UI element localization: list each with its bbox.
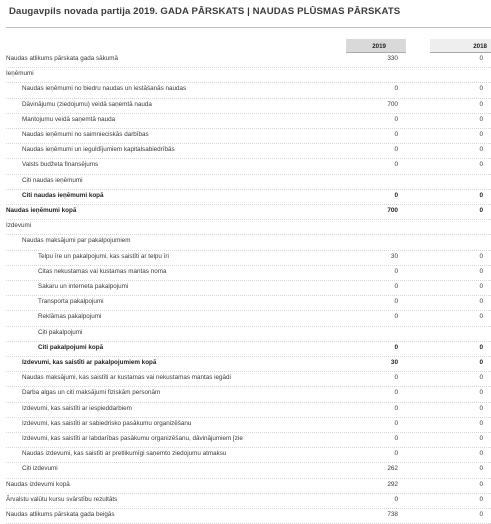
row-value-2018: 0 — [479, 161, 483, 169]
row-value-2018: 0 — [479, 146, 483, 154]
table-row — [6, 327, 491, 342]
table-row — [6, 144, 491, 159]
row-label: Naudas maksājumi par pakalpojumiem — [22, 237, 131, 245]
row-label: Naudas maksājumi, kas saistīti ar kustamas vai nekustamas mantas iegādi — [22, 374, 231, 382]
row-value-2018: 0 — [479, 207, 483, 214]
table-row — [6, 205, 491, 220]
table-row — [6, 372, 491, 387]
row-value-2018: 0 — [479, 359, 483, 366]
row-value-2019: 0 — [394, 191, 398, 199]
row-value-2018: 0 — [479, 343, 483, 351]
row-label: Citi pakalpojumi kopā — [38, 343, 104, 351]
row-label: Naudas atlikums pārskata gada beigās — [6, 511, 115, 518]
row-value-2018: 0 — [479, 131, 483, 138]
row-value-2019: 0 — [394, 267, 398, 275]
table-row — [6, 129, 491, 144]
row-value-2019: 0 — [394, 404, 398, 412]
row-value-2018: 0 — [479, 55, 483, 62]
row-value-2018: 0 — [479, 100, 483, 108]
table-row — [6, 509, 491, 524]
row-label: Mantojumu veidā saņemtā nauda — [22, 115, 116, 123]
row-value-2018: 0 — [479, 511, 483, 518]
row-value-2019: 0 — [394, 115, 398, 123]
row-value-2019: 330 — [387, 55, 398, 62]
row-value-2018: 0 — [479, 283, 483, 290]
row-value-2019: 0 — [394, 131, 398, 138]
table-row — [6, 403, 491, 418]
row-value-2019: 30 — [390, 359, 398, 366]
table-row — [6, 296, 491, 311]
row-label: Naudas izdevumi kopā — [6, 480, 70, 488]
row-value-2018: 0 — [479, 115, 483, 123]
row-value-2019: 262 — [387, 465, 398, 473]
table-row — [6, 251, 491, 266]
row-value-2019: 0 — [394, 146, 398, 154]
row-value-2018: 0 — [479, 85, 483, 93]
row-value-2019: 292 — [387, 480, 398, 488]
table-row — [6, 387, 491, 402]
row-value-2019: 0 — [394, 283, 398, 290]
table-row — [6, 266, 491, 281]
table-row — [6, 114, 491, 129]
row-value-2019: 0 — [394, 389, 398, 397]
row-label: Reklāmas pakalpojumi — [38, 313, 102, 321]
row-value-2019: 30 — [390, 252, 398, 260]
row-value-2018: 0 — [479, 435, 483, 442]
table-row — [6, 220, 491, 235]
row-label: Citi naudas ieņēmumi kopā — [22, 191, 104, 199]
table-row — [6, 494, 491, 509]
row-value-2019: 0 — [394, 85, 398, 93]
row-label: Citas nekustamas vai kustamas mantas noma — [38, 267, 167, 275]
table-row — [6, 448, 491, 463]
table-row — [6, 159, 491, 174]
row-value-2018: 0 — [479, 450, 483, 458]
row-label: Darba algas un citi maksājumi fiziskām personām — [22, 389, 161, 397]
table-row — [6, 68, 491, 83]
row-value-2019: 0 — [394, 343, 398, 351]
row-label: Naudas atlikums pārskata gada sākumā — [6, 55, 119, 62]
row-label: Izdevumi, kas saistīti ar sabiedrisko pasākumu organizēšanu — [22, 419, 192, 427]
table-row — [6, 463, 491, 478]
column-header-2019: 2019 — [346, 39, 406, 53]
row-value-2018: 0 — [479, 191, 483, 199]
row-label: Naudas ieņēmumi un ieguldījumiem kapitalsabiedrībās — [22, 146, 175, 154]
row-value-2019: 700 — [387, 207, 398, 214]
row-value-2018: 0 — [479, 267, 483, 275]
row-value-2019: 0 — [394, 374, 398, 382]
row-label: Izdevumi — [6, 222, 32, 230]
row-label: Citi pakalpojumi — [38, 328, 83, 336]
table-row — [6, 83, 491, 98]
row-label: Izdevumi, kas saistīti ar pakalpojumiem kopā — [22, 359, 157, 366]
row-value-2018: 0 — [479, 495, 483, 503]
row-value-2018: 0 — [479, 404, 483, 412]
table-row — [6, 342, 491, 357]
row-value-2018: 0 — [479, 465, 483, 473]
row-value-2019: 0 — [394, 450, 398, 458]
table-row — [6, 357, 491, 372]
row-value-2018: 0 — [479, 480, 483, 488]
row-value-2018: 0 — [479, 389, 483, 397]
column-header-2018: 2018 — [430, 39, 491, 53]
row-value-2018: 0 — [479, 252, 483, 260]
table-row — [6, 175, 491, 190]
table-row — [6, 418, 491, 433]
row-label: Ieņēmumi — [6, 70, 34, 78]
row-label: Transporta pakalpojumi — [38, 298, 104, 306]
row-label: Ārvalstu valūtu kursu svārstību rezultāts — [6, 495, 118, 503]
row-label: Izdevumi, kas saistīti ar labdarības pasākumu organizēšanu, dāvinājumiem [zie — [22, 435, 243, 442]
row-value-2019: 0 — [394, 313, 398, 321]
row-label: Telpu īre un pakalpojumi, kas saistīti ar telpu īri — [38, 252, 169, 260]
row-label: Izdevumi, kas saistīti ar iespieddarbiem — [22, 404, 132, 412]
table-row — [6, 53, 491, 68]
row-label: Dāvinājumu (ziedojumu) veidā saņemtā nauda — [22, 100, 152, 108]
row-value-2018: 0 — [479, 374, 483, 382]
row-label: Naudas ieņēmumi no saimnieciskās darbības — [22, 131, 149, 138]
row-label: Naudas izdevumi, kas saistīti ar pretlikumīgi saņemto ziedojumu atmaksu — [22, 450, 227, 458]
table-row — [6, 311, 491, 326]
table-row — [6, 281, 491, 296]
page-title: Daugavpils novada partija 2019. GADA PĀRSKATS | NAUDAS PLŪSMAS PĀRSKATS — [9, 6, 401, 17]
row-label: Citi izdevumi — [22, 465, 58, 473]
row-value-2019: 0 — [394, 419, 398, 427]
row-value-2019: 0 — [394, 495, 398, 503]
row-label: Naudas ieņēmumi no biedru naudas un iestāšanās naudas — [22, 85, 187, 93]
row-value-2019: 0 — [394, 298, 398, 306]
row-value-2018: 0 — [479, 298, 483, 306]
row-label: Sakaru un interneta pakalpojumi — [38, 283, 129, 290]
table-row — [6, 433, 491, 448]
row-value-2018: 0 — [479, 419, 483, 427]
table-row — [6, 99, 491, 114]
row-value-2019: 0 — [394, 435, 398, 442]
table-row — [6, 190, 491, 205]
table-row — [6, 479, 491, 494]
row-label: Naudas ieņēmumi kopā — [6, 207, 77, 214]
row-label: Citi naudas ieņēmumi — [22, 176, 83, 184]
row-value-2019: 700 — [387, 100, 398, 108]
row-value-2018: 0 — [479, 313, 483, 321]
row-value-2019: 0 — [394, 161, 398, 169]
row-value-2019: 738 — [387, 511, 398, 518]
row-label: Valsts budžeta finansējums — [22, 161, 99, 169]
table-row — [6, 235, 491, 250]
